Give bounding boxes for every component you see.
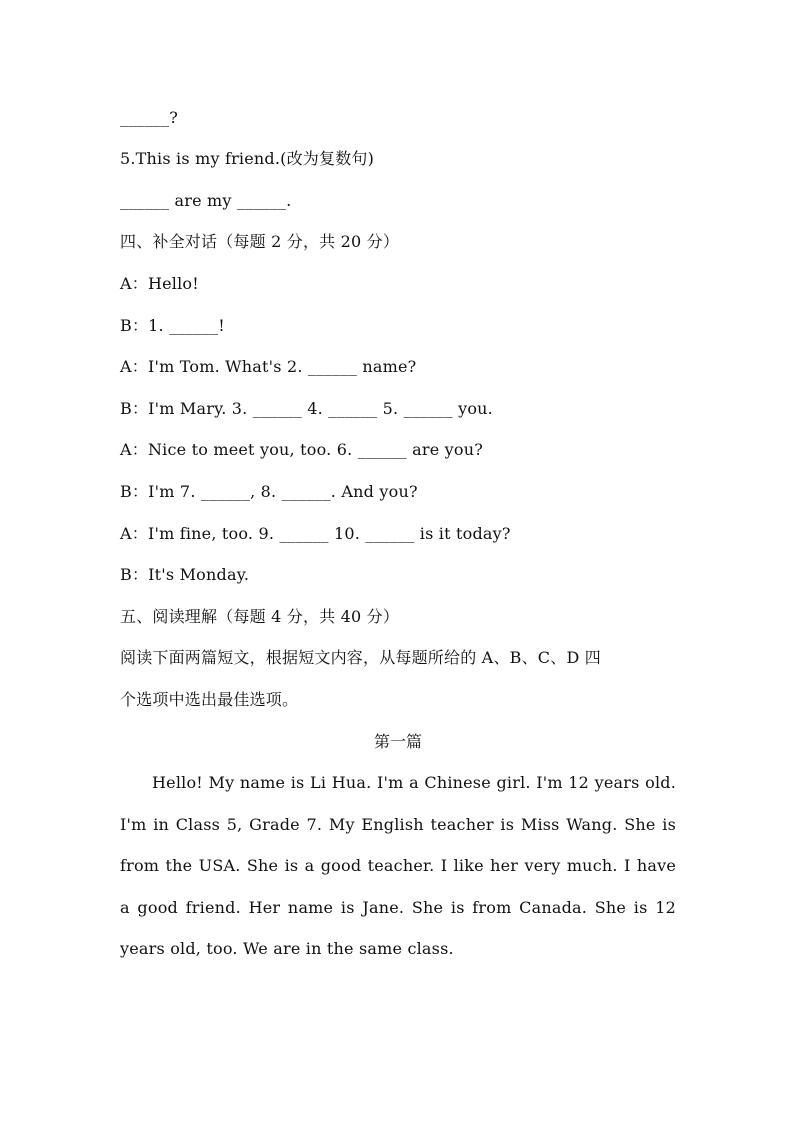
section-5-heading: 五、阅读理解（每题 4 分，共 40 分）: [120, 607, 400, 626]
instruction-text: 阅读下面两篇短文，根据短文内容，从每题所给的 A、B、C、D 四: [120, 648, 601, 667]
passage-title: 第一篇: [373, 732, 422, 751]
section-4-heading: 四、补全对话（每题 2 分，共 20 分）: [120, 232, 400, 251]
dialogue-line: B：I'm 7. ______, 8. ______. And you?: [120, 482, 418, 501]
dialogue-line: A：Hello!: [120, 274, 199, 293]
dialogue-line: A：I'm Tom. What's 2. ______ name?: [120, 357, 417, 376]
question-5-answer: ______ are my ______.: [120, 191, 292, 210]
question-5: 5.This is my friend.(改为复数句): [120, 149, 375, 168]
dialogue-line: B：I'm Mary. 3. ______ 4. ______ 5. ______ you.: [120, 399, 493, 418]
dialogue-line: B：1. ______!: [120, 316, 225, 335]
instruction-text: 个选项中选出最佳选项。: [120, 690, 299, 709]
dialogue-line: A：Nice to meet you, too. 6. ______ are you?: [120, 440, 484, 459]
dialogue-line: B：It's Monday.: [120, 565, 250, 584]
passage-text: Hello! My name is Li Hua. I'm a Chinese girl. I'm 12 years old. I'm in Class 5, Grade 7. My English teacher is Miss Wang. She is from the USA. She is a good teacher. I like her very much. I have a good friend. Her name is Jane. She is from Canada. She is 12 years old, too. We are in the same class.: [120, 773, 676, 959]
dialogue-line: A：I'm fine, too. 9. ______ 10. ______ is it today?: [120, 524, 511, 543]
answer-blank-line: ______?: [120, 108, 178, 127]
